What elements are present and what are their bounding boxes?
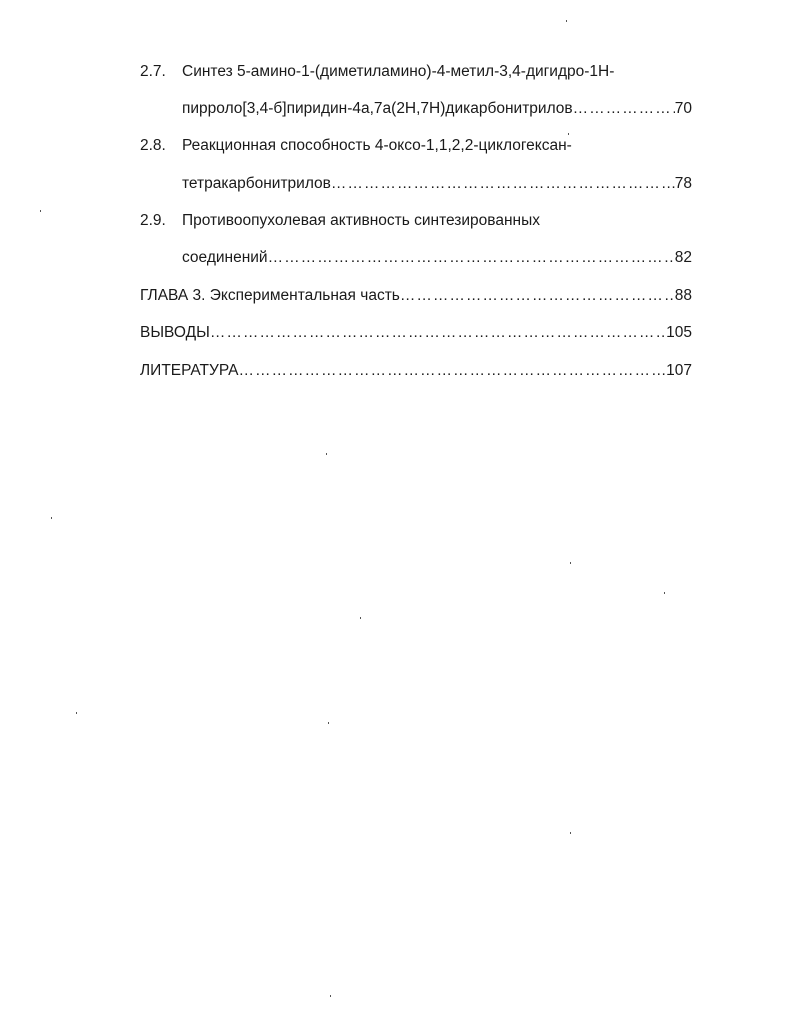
toc-chapter-title: ЛИТЕРАТУРА: [140, 362, 239, 379]
toc-entry-conclusions: [140, 322, 692, 344]
toc-entry-number: 2.7.: [140, 63, 166, 80]
dot-leader: [400, 285, 675, 307]
toc-entry-title-continued: соединений: [182, 249, 268, 266]
toc-entry-2-9-heading: [140, 210, 692, 232]
toc-page-number: 82: [674, 249, 692, 266]
dot-leader: [239, 360, 667, 382]
scan-speck: [568, 133, 569, 135]
scan-speck: [40, 210, 41, 212]
toc-chapter-title: ГЛАВА 3. Экспериментальная часть: [140, 287, 400, 304]
scan-speck: [326, 453, 327, 455]
toc-page-number: 105: [666, 324, 692, 341]
toc-entry-title: Синтез 5-амино-1-(диметиламино)-4-метил-3,4-дигидро-1H-: [182, 63, 615, 80]
scan-speck: [360, 617, 361, 619]
dot-leader: [268, 247, 675, 269]
scan-speck: [330, 995, 331, 997]
toc-page-number: 88: [674, 287, 692, 304]
toc-entry-title: Реакционная способность 4-оксо-1,1,2,2-циклогексан-: [182, 137, 572, 154]
scan-speck: [51, 517, 52, 519]
toc-page-number: 107: [666, 362, 692, 379]
toc-entry-title-continued: пирроло[3,4-б]пиридин-4а,7а(2H,7H)дикарбонитрилов: [182, 100, 573, 117]
toc-entry-number: 2.8.: [140, 137, 166, 154]
dot-leader: [573, 98, 675, 120]
toc-entry-title: Противоопухолевая активность синтезированных: [182, 212, 540, 229]
toc-entry-number: 2.9.: [140, 212, 166, 229]
toc-entry-2-7-heading: [140, 61, 692, 83]
scan-speck: [76, 712, 77, 714]
dot-leader: [210, 322, 666, 344]
toc-page-number: 70: [674, 100, 692, 117]
toc-chapter-title: ВЫВОДЫ: [140, 324, 210, 341]
scan-speck: [664, 592, 665, 594]
scan-speck: [328, 722, 329, 724]
toc-entry-chapter-3: [140, 285, 692, 307]
scan-speck: [566, 20, 567, 22]
scan-speck: [570, 832, 571, 834]
toc-entry-2-8-continuation: [182, 173, 692, 195]
toc-entry-literature: [140, 360, 692, 382]
scan-speck: [570, 562, 571, 564]
toc-entry-2-7-continuation: [182, 98, 692, 120]
toc-page-number: 78: [674, 175, 692, 192]
toc-entry-title-continued: тетракарбонитрилов: [182, 175, 331, 192]
toc-entry-2-8-heading: [140, 135, 692, 157]
dot-leader: [331, 173, 675, 195]
toc-entry-2-9-continuation: [182, 247, 692, 269]
